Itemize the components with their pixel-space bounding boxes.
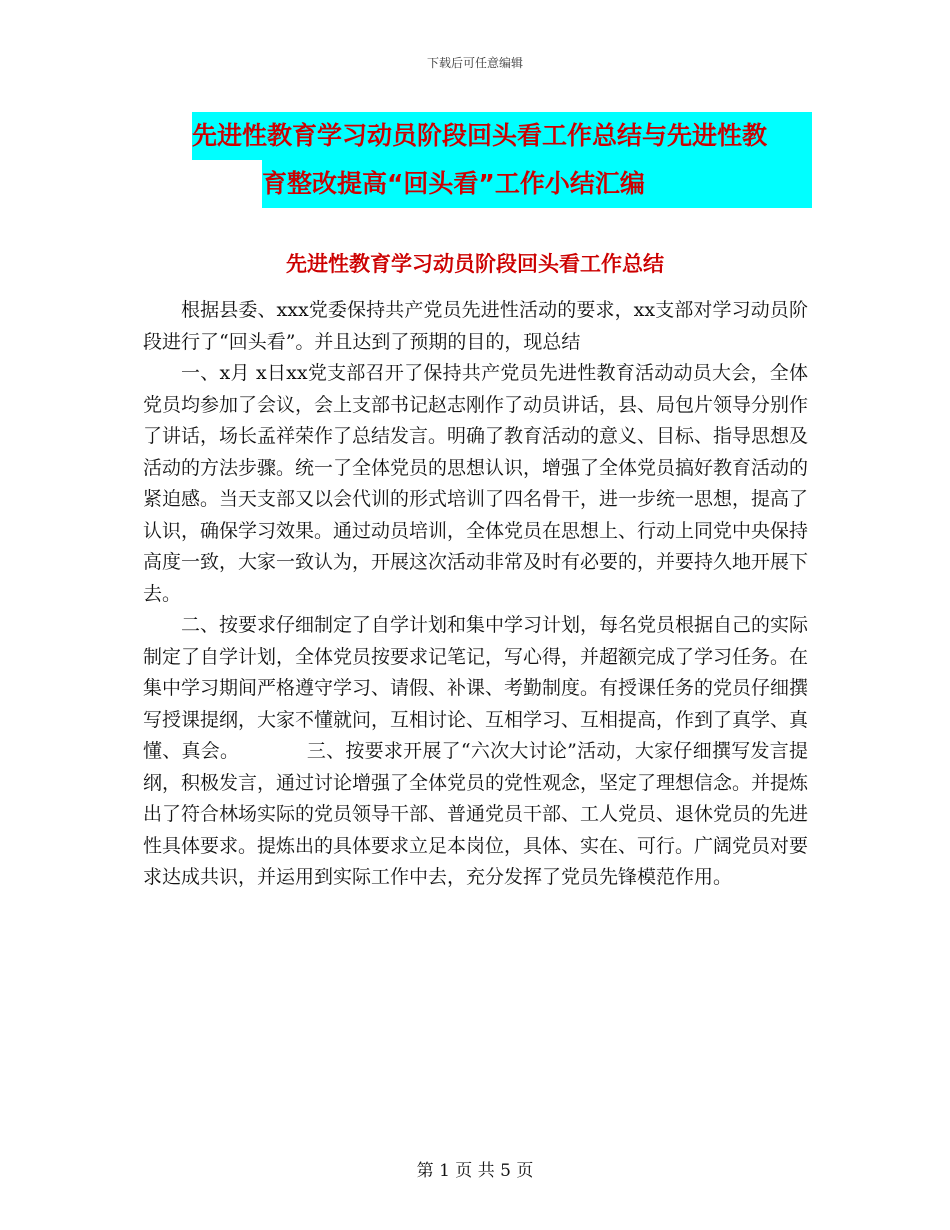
title-line-2 <box>262 160 812 208</box>
document-body <box>143 295 808 894</box>
title-line-1-text: 先进性教育学习动员阶段回头看工作总结与先进性教 <box>192 121 768 150</box>
page-number: 第 1 页 共 5 页 <box>416 1161 534 1181</box>
paragraph: 一、x月 x日xx党支部召开了保持共产党员先进性教育活动动员大会，全体党员均参加了会议，会上支部书记赵志刚作了动员讲话，县、局包片领导分别作了讲话，场长孟祥荣作了总结发言。明确了教育活动的意义、目标、指导思想及活动的方法步骤。统一了全体党员的思想认识，增强了全体党员搞好教育活动的紧迫感。当天支部又以会代训的形式培训了四名骨干，进一步统一思想，提高了认识，确保学习效果。通过动员培训，全体党员在思想上、行动上同党中央保持高度一致，大家一致认为，开展这次活动非常及时有必要的，并要持久地开展下去。 <box>143 362 809 605</box>
paragraph: 根据县委、xxx党委保持共产党员先进性活动的要求，xx支部对学习动员阶段进行了“回头看”。并且达到了预期的目的，现总结 <box>143 299 808 353</box>
paragraph: 二、按要求仔细制定了自学计划和集中学习计划，每名党员根据自己的实际制定了自学计划，全体党员按要求记笔记，写心得，并超额完成了学习任务。在集中学习期间严格遵守学习、请假、补课、考勤制度。有授课任务的党员仔细撰写授课提纲，大家不懂就问，互相讨论、互相学习、互相提高，作到了真学、真懂、真会。 三、按要求开展了“六次大讨论”活动，大家仔细撰写发言提纲，积极发言，通过讨论增强了全体党员的党性观念，坚定了理想信念。并提炼出了符合林场实际的党员领导干部、普通党员干部、工人党员、退休党员的先进性具体要求。提炼出的具体要求立足本岗位，具体、实在、可行。广阔党员对要求达成共识，并运用到实际工作中去，充分发挥了党员先锋模范作用。 <box>143 614 809 888</box>
document-title <box>192 112 812 208</box>
page-header-note: 下载后可任意编辑 <box>426 56 523 70</box>
title-line-1 <box>192 112 812 160</box>
section-title: 先进性教育学习动员阶段回头看工作总结 <box>286 252 664 276</box>
title-line-2-text: 育整改提高“回头看”工作小结汇编 <box>262 169 645 198</box>
